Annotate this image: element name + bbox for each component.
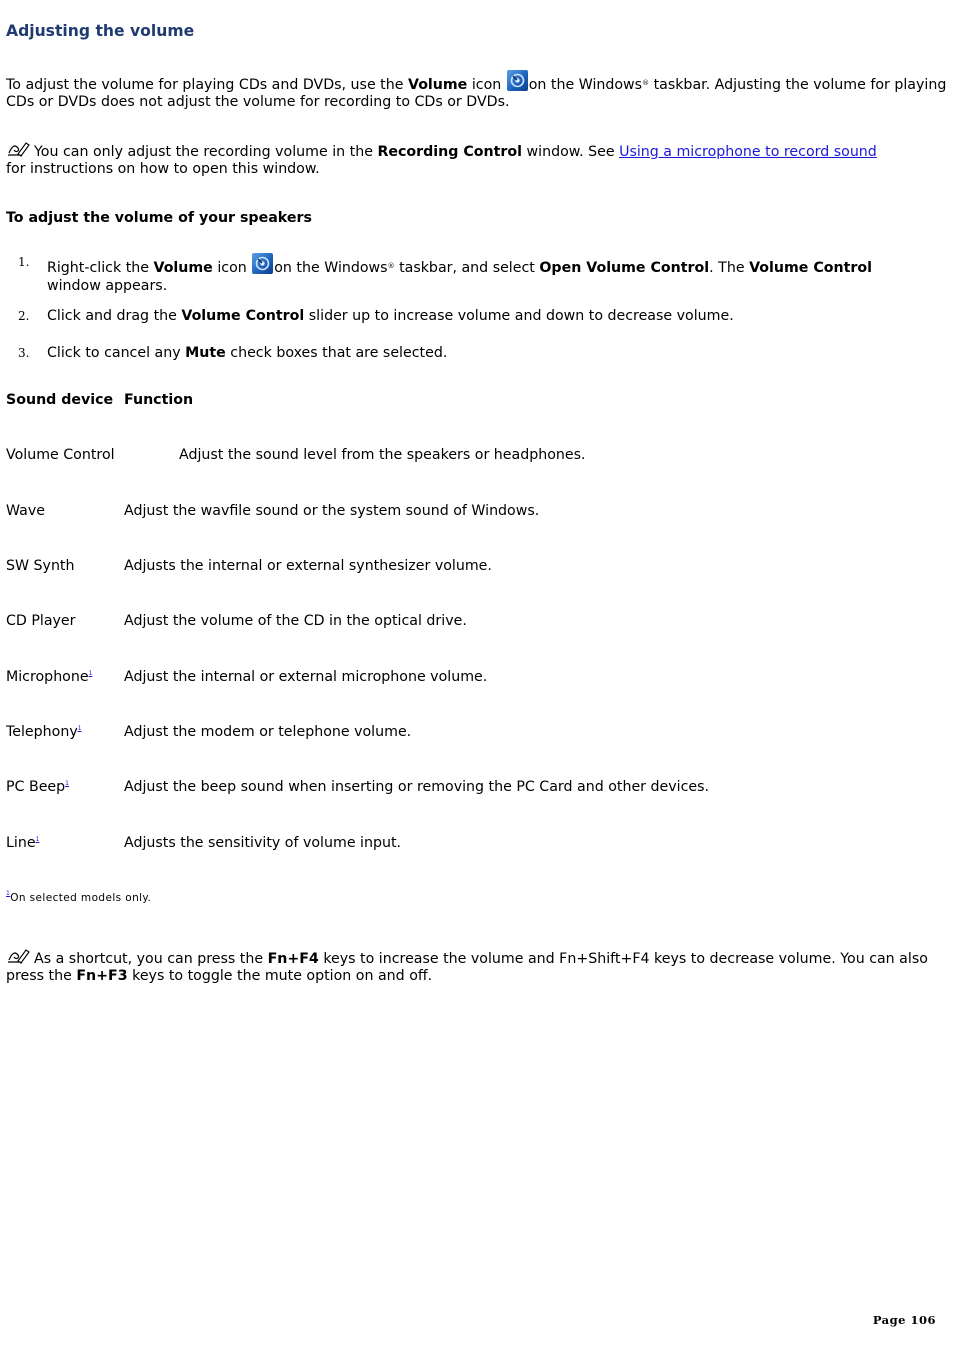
footnote [6,890,151,904]
table-row-function: Adjusts the sensitivity of volume input. [124,835,402,851]
intro-bold-volume: Volume [407,77,468,93]
volume-icon [252,253,273,274]
footnote-text: On selected models only. [10,892,152,904]
table-row-device: SW Synth [6,558,75,574]
footnote-marker-link[interactable]: 1 [6,890,11,897]
note-shortcut: As a shortcut, you can press the Fn+F4 keys to increase the volume and Fn+Shift+F4 keys to decrease volume. You can also press the Fn+F3 keys to toggle the mute option on and off. [6,947,948,985]
intro-text: To adjust the volume for playing CDs and DVDs, use the [6,77,408,93]
table-row-device: Telephony$^1$ [6,724,82,740]
table-row-function: Adjust the sound level from the speakers or headphones. [179,447,586,463]
registered-mark: ® [642,79,650,87]
step-item: Click and drag the Volume Control slider up to increase volume and down to decrease volume. [47,308,734,324]
table-header-function: Function [124,392,194,408]
note-pen-icon [6,140,32,158]
note-pen-icon [6,947,32,965]
table-row-function: Adjust the volume of the CD in the optical drive. [124,613,467,629]
note-text: window. See [522,144,620,160]
note-text: You can only adjust the recording volume in the [34,144,378,160]
table-row-device: Line$^1$ [6,835,40,851]
step-item: Right-click the Volume icon on the Windows® taskbar, and select Open Volume Control. The Volume Control window appears. [47,253,947,295]
note-recording-control [6,140,948,178]
footnote-ref-link[interactable]: 1 [65,780,69,787]
table-header-device: Sound device [6,392,114,408]
footnote-ref-link[interactable]: 1 [88,670,93,677]
intro-text: taskbar. Adjusting the volume for playing CDs or DVDs does not adjust the volume for recording to CDs or DVDs. [6,77,947,110]
registered-mark: ® [387,262,395,270]
volume-icon [507,70,528,91]
page-number: Page 106 [872,1313,936,1327]
intro-text: icon [467,77,506,93]
step-number: 2. [18,309,30,323]
microphone-record-link[interactable]: Using a microphone to record sound [619,144,877,160]
step-number: 3. [18,346,30,360]
step-number: 1. [18,255,30,269]
table-row-device: PC Beep$^1$ [6,779,69,795]
footnote-ref-link[interactable]: 1 [77,725,82,732]
table-row-device: Volume Control [6,447,115,463]
table-row-function: Adjust the wavfile sound or the system sound of Windows. [124,503,540,519]
intro-paragraph [6,70,948,111]
note-text: for instructions on how to open this window. [6,161,320,177]
table-row-function: Adjust the internal or external microphone volume. [124,669,488,685]
footnote-ref-link[interactable]: 1 [35,836,40,843]
note-bold: Recording Control [377,144,523,160]
table-row-function: Adjusts the internal or external synthesizer volume. [124,558,492,574]
step-item: Click to cancel any Mute check boxes that are selected. [47,345,448,361]
table-row-device: CD Player [6,613,76,629]
intro-text: on the Windows [528,77,643,93]
table-row-device: Wave [6,503,45,519]
table-row-function: Adjust the modem or telephone volume. [124,724,412,740]
table-row-device: Microphone$^1$ [6,669,93,685]
page-title: Adjusting the volume [6,22,195,40]
table-row-function: Adjust the beep sound when inserting or removing the PC Card and other devices. [124,779,710,795]
section-heading: To adjust the volume of your speakers [6,210,312,226]
